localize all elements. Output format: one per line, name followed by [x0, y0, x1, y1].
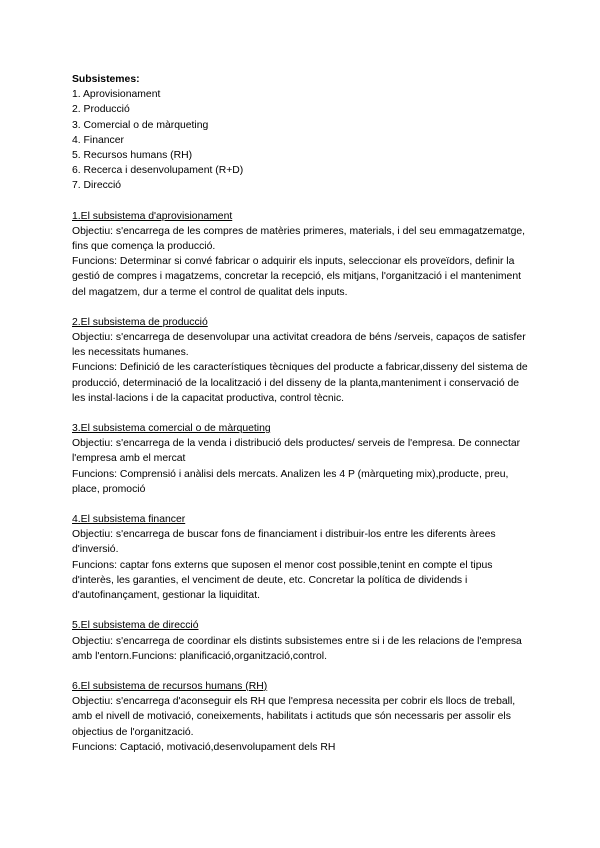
section-produccio — [72, 315, 530, 406]
section-functions: Funcions: Determinar si convé fabricar o adquirir els inputs, seleccionar els proveïdors, definir la gestió de compres i magatzems, concretar la recepció, els mitjans, l'organització i el manteniment del magatzem, dur a terme el control de qualitat dels inputs. — [72, 256, 521, 298]
section-financer — [72, 512, 530, 603]
section-objective: Objectiu: s'encarrega de buscar fons de financiament i distribuir-los entre les diferents àrees d'inversió. — [72, 529, 496, 556]
section-title: 3.El subsistema comercial o de màrqueting — [72, 423, 271, 435]
section-functions: Funcions: Definició de les característiques tècniques del producte a fabricar,disseny del sistema de producció, determinació de la localització i del disseny de la planta,manteniment i conservació de les instal·lacions i de la capacitat productiva, control tècnic. — [72, 362, 528, 404]
section-functions: Funcions: captar fons externs que suposen el menor cost possible,tenint en compte el tipus d'interès, les garanties, el venciment de deute, etc. Concretar la política de dividends i d'autofinançament, gestionar la liquiditat. — [72, 559, 493, 602]
section-title: 6.El subsistema de recursos humans (RH) — [72, 680, 268, 692]
section-objective: Objectiu: s'encarrega de coordinar els distints subsistemes entre si i de les relacions de l'empresa amb l'entorn.Funcions: planificació,organització,control. — [72, 635, 522, 662]
section-objective: Objectiu: s'encarrega de les compres de matèries primeres, materials, i del seu emmagatzematge, fins que comença la producció. — [72, 225, 526, 253]
section-functions: Funcions: Captació, motivació,desenvolupament dels RH — [72, 741, 336, 753]
list-item: 2. Producció — [72, 104, 130, 116]
section-title: 1.El subsistema d'aprovisionament — [72, 210, 233, 222]
list-item: 4. Financer — [72, 134, 124, 146]
list-item: 6. Recerca i desenvolupament (R+D) — [72, 165, 244, 177]
list-item: 5. Recursos humans (RH) — [72, 150, 193, 162]
section-direccio — [72, 618, 530, 664]
section-aprovisionament — [72, 209, 530, 300]
subsystem-list — [72, 87, 530, 193]
section-title: 2.El subsistema de producció — [72, 316, 208, 328]
page-heading: Subsistemes: — [72, 74, 140, 85]
section-title: 5.El subsistema de direcció — [72, 620, 199, 632]
section-comercial — [72, 421, 530, 497]
list-item: 7. Direcció — [72, 180, 122, 192]
section-objective: Objectiu: s'encarrega d'aconseguir els RH que l'empresa necessita per cobrir els llocs de treball, amb el nivell de motivació, coneixements, habilitats i actituds que són necessaris per assolir els objectius de l'organització. — [72, 696, 516, 738]
list-item: 1. Aprovisionament — [72, 89, 161, 101]
section-functions: Funcions: Comprensió i anàlisi dels mercats. Analizen les 4 P (màrqueting mix),producte, preu, place, promoció — [72, 468, 509, 495]
section-objective: Objectiu: s'encarrega de la venda i distribució dels productes/ serveis de l'empresa. De connectar l'empresa amb el mercat — [72, 438, 521, 465]
section-title: 4.El subsistema financer — [72, 514, 186, 526]
list-item: 3. Comercial o de màrqueting — [72, 119, 209, 131]
section-objective: Objectiu: s'encarrega de desenvolupar una activitat creadora de béns /serveis, capaços de satisfer les necessitats humanes. — [72, 332, 526, 359]
section-recursos-humans — [72, 679, 530, 755]
